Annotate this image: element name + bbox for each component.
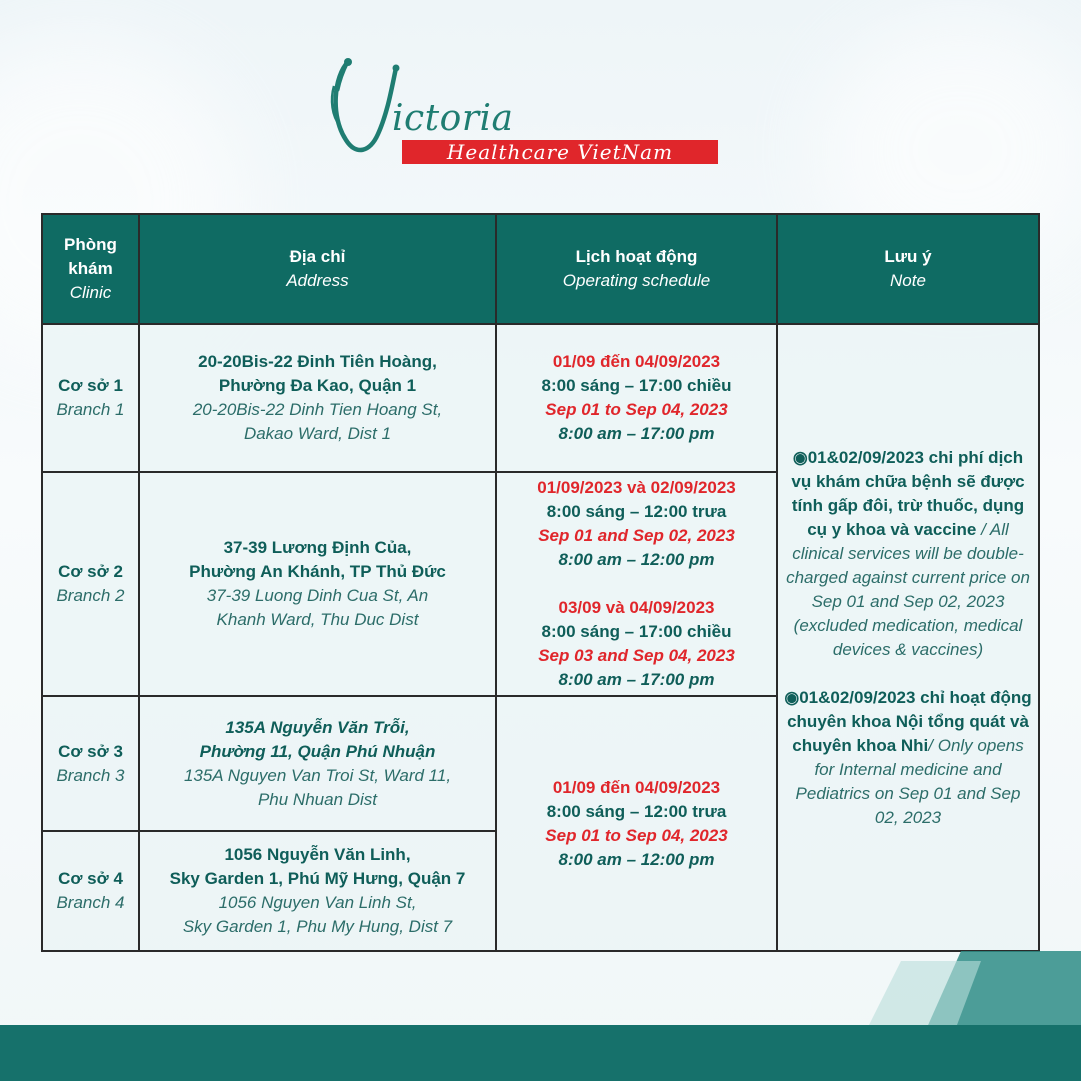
address-en-line2: Phu Nhuan Dist <box>257 789 378 809</box>
schedule-date-en: Sep 01 to Sep 04, 2023 <box>545 400 728 419</box>
schedule-hours-en: 8:00 am – 17:00 pm <box>558 424 715 443</box>
address-cell <box>139 472 496 696</box>
header-clinic-vi: Phòng khám <box>64 235 117 278</box>
address-cell <box>139 324 496 472</box>
address-en-line1: 20-20Bis-22 Dinh Tien Hoang St, <box>192 400 443 419</box>
header-schedule <box>496 214 777 324</box>
note-1 <box>784 446 1032 662</box>
address-en-line1: 135A Nguyen Van Troi St, Ward 11, <box>183 765 452 785</box>
address-en-line2: Sky Garden 1, Phu My Hung, Dist 7 <box>182 917 453 936</box>
address-vi-line2: Phường Đa Kao, Quận 1 <box>218 376 417 395</box>
table-header-row <box>42 214 1039 324</box>
header-schedule-vi: Lịch hoạt động <box>575 247 698 266</box>
note-1-vi: ◉01&02/09/2023 chi phí dịch vụ khám chữa bệnh sẽ được tính gấp đôi, trừ thuốc, dụng cụ y khoa và vaccine <box>791 447 1025 539</box>
address-cell <box>139 696 496 831</box>
address-vi-line1: 20-20Bis-22 Đinh Tiên Hoàng, <box>198 352 437 371</box>
address-vi-line2: Phường 11, Quận Phú Nhuận <box>199 741 436 761</box>
note-2-vi: ◉01&02/09/2023 chỉ hoạt động chuyên khoa Nội tổng quát và chuyên khoa Nhi <box>784 687 1032 755</box>
schedule-hours-en: 8:00 am – 17:00 pm <box>558 670 715 689</box>
branch-name-en: Branch 2 <box>56 586 125 605</box>
victoria-healthcare-logo <box>326 56 726 168</box>
branch-name-en: Branch 4 <box>56 893 125 912</box>
note-2-en: / Only opens for Internal medicine and Pediatrics on Sep 01 and Sep 02, 2023 <box>795 735 1024 827</box>
header-schedule-en: Operating schedule <box>562 271 711 290</box>
schedule-hours-vi: 8:00 sáng – 17:00 chiều <box>541 622 732 641</box>
address-vi-line2: Sky Garden 1, Phú Mỹ Hưng, Quận 7 <box>169 869 466 888</box>
schedule-date-en: Sep 01 to Sep 04, 2023 <box>545 825 728 845</box>
address-vi-line2: Phường An Khánh, TP Thủ Đức <box>189 562 446 581</box>
schedule-date-vi: 01/09/2023 và 02/09/2023 <box>537 478 736 497</box>
header-address-vi: Địa chỉ <box>289 247 346 266</box>
schedule-cell <box>496 324 777 472</box>
schedule-table <box>41 213 1040 952</box>
footer-band <box>0 1025 1081 1081</box>
branch-name-vi: Cơ sở 4 <box>58 869 123 888</box>
branch-cell <box>42 324 139 472</box>
schedule-hours-vi: 8:00 sáng – 12:00 trưa <box>546 801 727 821</box>
logo-banner: Healthcare VietNam <box>402 140 718 164</box>
header-note-en: Note <box>890 271 926 290</box>
address-cell <box>139 831 496 951</box>
schedule-hours-vi: 8:00 sáng – 17:00 chiều <box>541 376 732 395</box>
branch-name-en: Branch 1 <box>56 400 125 419</box>
header-note-vi: Lưu ý <box>884 247 932 266</box>
address-en-line2: Khanh Ward, Thu Duc Dist <box>216 610 419 629</box>
header-address-en: Address <box>286 271 349 290</box>
branch-name-vi: Cơ sở 2 <box>58 562 123 581</box>
schedule-hours-vi: 8:00 sáng – 12:00 trưa <box>546 502 727 521</box>
address-en-line1: 1056 Nguyen Van Linh St, <box>218 893 417 912</box>
header-address <box>139 214 496 324</box>
schedule-date-vi: 01/09 đến 04/09/2023 <box>552 777 721 797</box>
branch-name-vi: Cơ sở 1 <box>58 376 123 395</box>
schedule-cell <box>496 696 777 951</box>
branch-cell <box>42 696 139 831</box>
schedule-date-vi: 03/09 và 04/09/2023 <box>558 598 715 617</box>
branch-name-vi: Cơ sở 3 <box>58 741 123 761</box>
schedule-hours-en: 8:00 am – 12:00 pm <box>558 550 715 569</box>
header-clinic <box>42 214 139 324</box>
address-en-line1: 37-39 Luong Dinh Cua St, An <box>206 586 429 605</box>
note-cell <box>777 324 1039 951</box>
note-2 <box>784 686 1032 830</box>
address-en-line2: Dakao Ward, Dist 1 <box>243 424 392 443</box>
note-1-en: / All clinical services will be double-charged against current price on Sep 01 and Sep 02, 2023 (excluded medication, medical devices & vaccines) <box>786 519 1030 659</box>
schedule-cell <box>496 472 777 696</box>
branch-cell <box>42 472 139 696</box>
address-vi-line1: 135A Nguyễn Văn Trỗi, <box>225 717 410 737</box>
header-clinic-en: Clinic <box>69 283 112 302</box>
schedule-date-en: Sep 01 and Sep 02, 2023 <box>538 526 735 545</box>
logo-wordmark: ictoria <box>392 98 514 139</box>
branch-name-en: Branch 3 <box>56 765 125 785</box>
address-vi-line1: 37-39 Lương Định Của, <box>223 538 412 557</box>
table-row <box>42 324 1039 472</box>
schedule-date-vi: 01/09 đến 04/09/2023 <box>552 352 721 371</box>
header-note <box>777 214 1039 324</box>
address-vi-line1: 1056 Nguyễn Văn Linh, <box>224 845 411 864</box>
schedule-date-en: Sep 03 and Sep 04, 2023 <box>538 646 735 665</box>
branch-cell <box>42 831 139 951</box>
schedule-hours-en: 8:00 am – 12:00 pm <box>558 849 715 869</box>
